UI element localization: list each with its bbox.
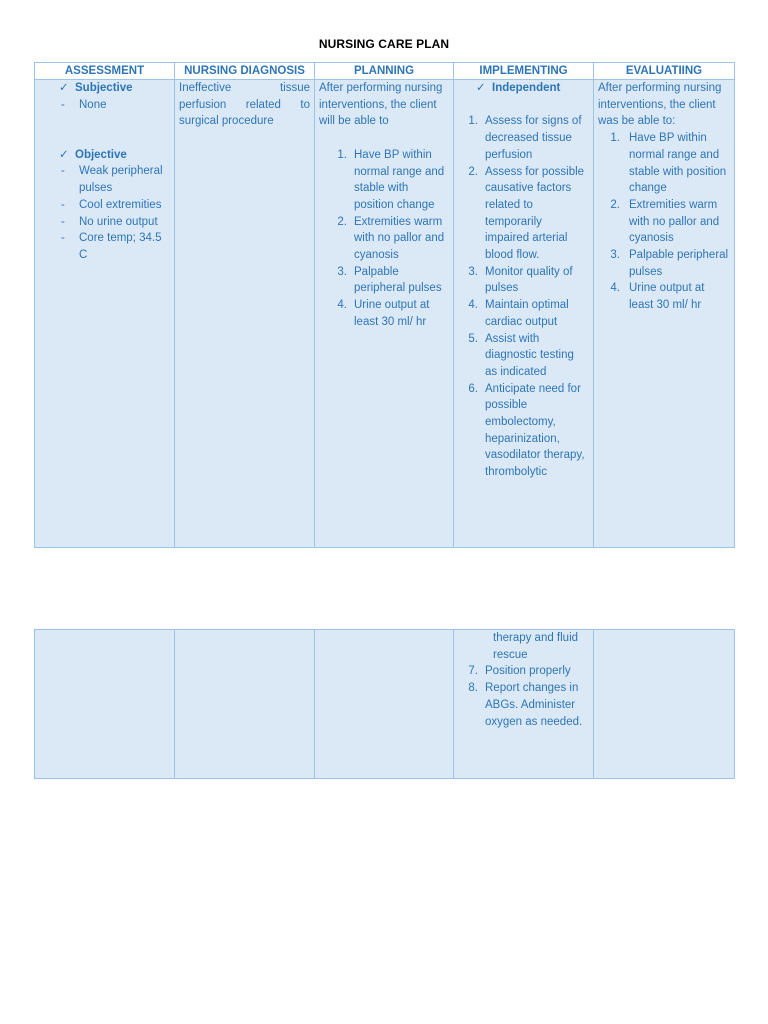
- list-item: 3. Monitor quality of pulses: [468, 265, 573, 295]
- list-item: 3. Palpable peripheral pulses: [337, 265, 442, 295]
- table-row: [35, 80, 735, 548]
- care-plan-table-continued: [34, 629, 735, 779]
- evaluating-cell: [594, 80, 735, 548]
- list-item: - Weak peripheral pulses: [61, 165, 163, 195]
- implementing-continuation: therapy and fluid rescue: [493, 632, 579, 661]
- list-item: - Core temp; 34.5 C: [61, 232, 162, 261]
- header-evaluating: EVALUATIING: [594, 63, 735, 80]
- planning-list: [319, 147, 449, 331]
- assessment-cell: [35, 630, 175, 779]
- header-row: [35, 63, 735, 80]
- list-item: 4. Maintain optimal cardiac output: [468, 299, 569, 328]
- subjective-heading: ✓ Subjective: [39, 80, 170, 97]
- header-nursing-diagnosis: NURSING DIAGNOSIS: [175, 63, 315, 80]
- evaluating-list: [598, 130, 730, 314]
- check-icon: ✓: [59, 148, 69, 161]
- header-assessment: ASSESSMENT: [35, 63, 175, 80]
- table-row: [35, 630, 735, 779]
- independent-heading: ✓ Independent: [458, 80, 589, 97]
- header-implementing: IMPLEMENTING: [454, 63, 594, 80]
- list-item: - Cool extremities: [61, 198, 162, 211]
- care-plan-table: [34, 62, 735, 548]
- list-item: 6. Anticipate need for possible embolectomy, heparinization, vasodilator therapy, thrombolytic: [468, 382, 585, 479]
- implementing-list-continued: [458, 663, 589, 730]
- header-planning: PLANNING: [315, 63, 454, 80]
- list-item: 2. Extremities warm with no pallor and cyanosis: [610, 198, 720, 245]
- objective-list: [39, 163, 170, 263]
- assessment-cell: [35, 80, 175, 548]
- list-item: 3. Palpable peripheral pulses: [610, 249, 729, 278]
- list-item: 2. Extremities warm with no pallor and cyanosis: [337, 215, 445, 262]
- objective-heading: ✓ Objective: [39, 147, 170, 164]
- list-item: 1. Have BP within normal range and stable with position change: [337, 148, 445, 211]
- evaluating-intro: After performing nursing interventions, the client was be able to:: [598, 82, 722, 128]
- list-item: 7. Position properly: [468, 665, 571, 678]
- list-item: 1. Assess for signs of decreased tissue perfusion: [468, 115, 582, 161]
- evaluating-cell: [594, 630, 735, 779]
- list-item: - No urine output: [61, 215, 158, 228]
- diagnosis-cell: [175, 80, 315, 548]
- planning-cell: [315, 630, 454, 779]
- list-item: 8. Report changes in ABGs. Administer oxygen as needed.: [468, 682, 583, 728]
- implementing-cell: [454, 80, 594, 548]
- diagnosis-cell: [175, 630, 315, 779]
- implementing-cell: [454, 630, 594, 779]
- check-icon: ✓: [476, 82, 486, 94]
- list-item: - None: [61, 98, 107, 111]
- list-item: 4. Urine output at least 30 ml/ hr: [337, 299, 430, 328]
- check-icon: ✓: [59, 82, 69, 94]
- list-item: 4. Urine output at least 30 ml/ hr: [610, 282, 705, 312]
- page-title: NURSING CARE PLAN: [318, 37, 450, 51]
- list-item: 5. Assist with diagnostic testing as indicated: [468, 332, 574, 378]
- implementing-list: [458, 113, 589, 480]
- subjective-list: [39, 97, 170, 114]
- list-item: 1. Have BP within normal range and stable with position change: [610, 132, 727, 195]
- planning-cell: [315, 80, 454, 548]
- planning-intro: After performing nursing interventions, the client will be able to: [319, 82, 443, 128]
- diagnosis-text: Ineffective tissue perfusion related to surgical procedure: [179, 82, 310, 128]
- list-item: 2. Assess for possible causative factors related to temporarily impaired arterial blood flow.: [468, 165, 585, 262]
